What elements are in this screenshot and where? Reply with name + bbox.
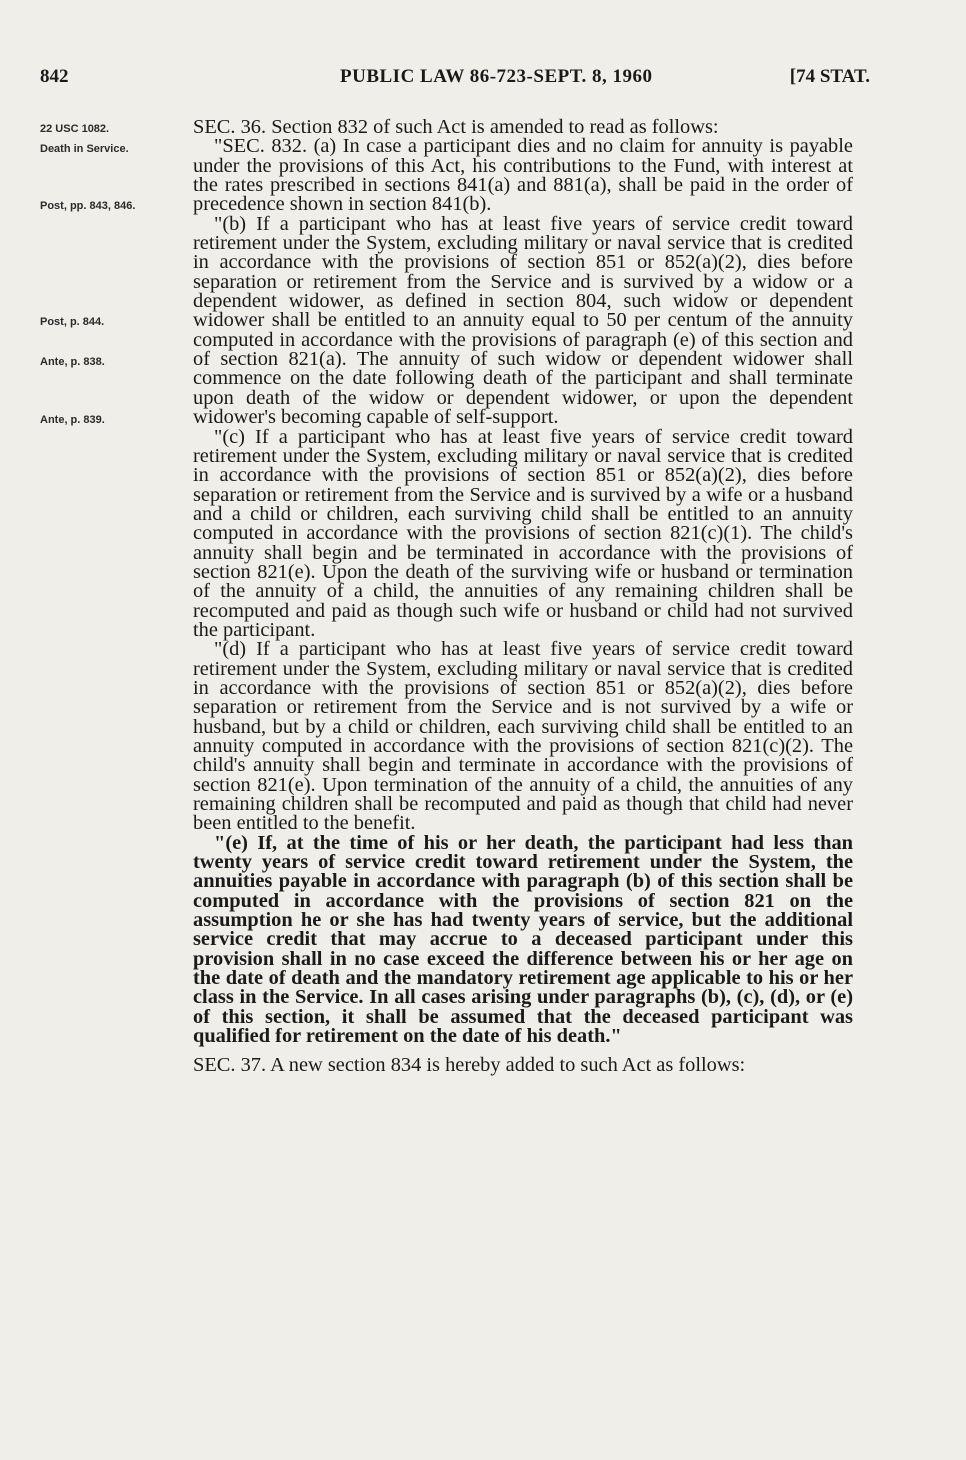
margin-note-post-843: Post, pp. 843, 846.	[40, 200, 136, 212]
statute-reference: [74 STAT.	[789, 66, 870, 87]
paragraph-832-c: "(c) If a participant who has at least five years of service credit toward retirement under the System, excluding military or naval service that is credited in accordance with the provisions of section 851 or 852(a)(2), dies before separation or retirement from the Service and is survived by a wife or a husband and a child or children, each surviving child shall be entitled to an annuity computed in accordance with the provisions of section 821(c)(1). The child's annuity shall begin and be terminated in accordance with the provisions of section 821(e). Upon the death of the surviving wife or husband or termination of the annuity of a child, the annuities of any remaining children shall be recomputed and paid as though such wife or husband or child had not survived the participant.	[193, 425, 853, 641]
page-header	[40, 66, 870, 90]
section-36-label: SEC. 36.	[193, 116, 267, 138]
page-number: 842	[40, 66, 69, 87]
paragraph-832-b: "(b) If a participant who has at least five years of service credit toward retirement under the System, excluding military or naval service that is credited in accordance with the provisions of section 851 or 852(a)(2), dies before separation or retirement from the Service and is survived by a widow or a dependent widower, as defined in section 804, such widow or dependent widower shall be entitled to an annuity equal to 50 per centum of the annuity computed in accordance with the provisions of paragraph (e) of this section and of section 821(a). The annuity of such widow or dependent widower shall commence on the date following death of the participant and shall terminate upon death of the widow or dependent widower, or upon the dependent widower's becoming capable of self-support.	[193, 212, 853, 429]
running-title: PUBLIC LAW 86-723-SEPT. 8, 1960	[340, 66, 653, 87]
paragraph-832-e: "(e) If, at the time of his or her death, the participant had less than twenty years of service credit toward retirement under the System, the annuities payable in accordance with paragraph (b) of this section shall be computed in accordance with the provisions of section 821 on the assumption he or she has had twenty years of service, but the additional service credit that may accrue to a deceased participant under this provision shall in no case exceed the difference between his or her age on the date of death and the mandatory retirement age applicable to his or her class in the Service. In all cases arising under paragraphs (b), (c), (d), or (e) of this section, it shall be assumed that the deceased participant was qualified for retirement on the date of his death."	[193, 831, 853, 1048]
paragraph-832-a-text: (a) In case a participant dies and no claim for annuity is payable under the provisions of this Act, his contributions to the Fund, with interest at the rates prescribed in sections 841(a) and 881(a), shall be paid in the order of precedence shown in section 841(b).	[193, 135, 853, 216]
margin-note-ante-838: Ante, p. 838.	[40, 356, 105, 368]
paragraph-832-d: "(d) If a participant who has at least five years of service credit toward retirement under the System, excluding military or naval service that is credited in accordance with the provisions of section 851 or 852(a)(2), dies before separation or retirement from the Service and is not survived by a wife or husband, but by a child or children, each surviving child shall be entitled to an annuity computed in accordance with the provisions of section 821(c)(2). The child's annuity shall begin and terminate in accordance with the provisions of section 821(e). Upon termination of the annuity of a child, the annuities of any remaining children shall be recomputed and paid as though that child had never been entitled to the benefit.	[193, 638, 853, 835]
paragraph-832-a	[193, 137, 853, 214]
margin-note-death-in-service: Death in Service.	[40, 143, 129, 155]
margin-note-usc: 22 USC 1082.	[40, 123, 110, 135]
document-body	[193, 118, 853, 1075]
section-36-text: Section 832 of such Act is amended to read as follows:	[271, 116, 719, 138]
margin-note-ante-839: Ante, p. 839.	[40, 414, 105, 426]
section-37-text: A new section 834 is hereby added to such Act as follows:	[270, 1053, 746, 1076]
section-37-label: SEC. 37.	[193, 1053, 267, 1076]
margin-note-post-844: Post, p. 844.	[40, 316, 105, 328]
section-832-label: "SEC. 832.	[214, 135, 308, 158]
section-37	[193, 1053, 853, 1076]
